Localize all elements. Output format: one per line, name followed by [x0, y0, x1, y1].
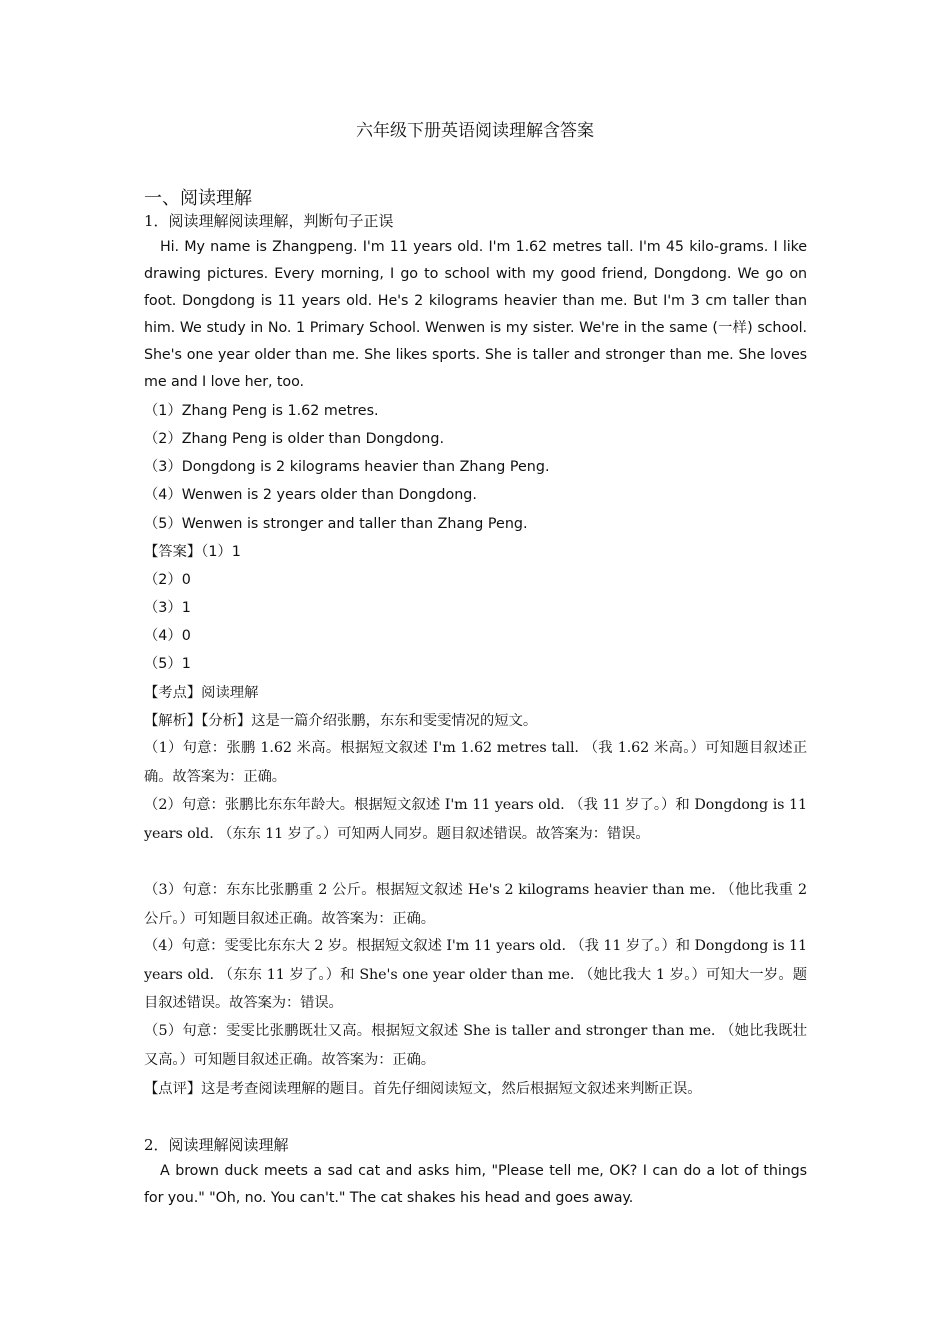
explanation-4: （4）句意：雯雯比东东大 2 岁。根据短文叙述 I'm 11 years old. （我 11 岁了。）和 Dongdong is 11 years old. （东东 11 岁了。）和 She's one year older than me. （她比我大 1 岁。）可知大一岁。题目叙述错误。故答案为：错误。: [144, 938, 807, 1011]
jiexi-line: 【解析】【分析】这是一篇介绍张鹏，东东和雯雯情况的短文。: [144, 713, 538, 729]
statement-4: （4）Wenwen is 2 years older than Dongdong.: [144, 487, 477, 503]
kaodian-line: 【考点】阅读理解: [144, 685, 259, 701]
question-2-heading: 2．阅读理解阅读理解: [144, 1136, 289, 1154]
answer-5: （5）1: [144, 656, 191, 672]
explanation-5: （5）句意：雯雯比张鹏既壮又高。根据短文叙述 She is taller and stronger than me. （她比我既壮又高。）可知题目叙述正确。故答案为：正确。: [144, 1023, 807, 1068]
answer-1: （1）1: [201, 544, 241, 560]
answer-3: （3）1: [144, 600, 191, 616]
question-1-passage: Hi. My name is Zhangpeng. I'm 11 years old. I'm 1.62 metres tall. I'm 45 kilo-grams. I like drawing pictures. Every morning, I go to school with my good friend, Dongdong. We go on foot. Dongdong is 11 years old. He's 2 kilograms heavier than me. But I'm 3 cm taller than him. We study in No. 1 Primary School. Wenwen is my sister. We're in the same (一样) school. She's one year older than me. She likes sports. She is taller and stronger than me. She loves me and I love her, too.: [144, 239, 807, 390]
explanation-2: （2）句意：张鹏比东东年龄大。根据短文叙述 I'm 11 years old. （我 11 岁了。）和 Dongdong is 11 years old. （东东 11 岁了。）可知两人同岁。题目叙述错误。故答案为：错误。: [144, 797, 807, 842]
section-heading: 一、阅读理解: [144, 188, 252, 209]
answer-label: 【答案】: [144, 544, 202, 560]
statement-2: （2）Zhang Peng is older than Dongdong.: [144, 431, 444, 447]
answer-line: [144, 541, 807, 561]
answer-4: （4）0: [144, 628, 191, 644]
question-2-passage: A brown duck meets a sad cat and asks him, "Please tell me, OK? I can do a lot of things for you." "Oh, no. You can't." The cat shakes his head and goes away.: [144, 1163, 807, 1206]
explanation-3: （3）句意：东东比张鹏重 2 公斤。根据短文叙述 He's 2 kilograms heavier than me. （他比我重 2 公斤。）可知题目叙述正确。故答案为：正确。: [144, 882, 807, 927]
statement-1: （1）Zhang Peng is 1.62 metres.: [144, 403, 379, 419]
document-title: 六年级下册英语阅读理解含答案: [356, 121, 594, 141]
explanation-1: （1）句意：张鹏 1.62 米高。根据短文叙述 I'm 1.62 metres tall. （我 1.62 米高。）可知题目叙述正确。故答案为：正确。: [144, 740, 807, 785]
answer-2: （2）0: [144, 572, 191, 588]
dianping-line: 【点评】这是考查阅读理解的题目。首先仔细阅读短文，然后根据短文叙述来判断正误。: [144, 1081, 702, 1097]
statement-5: （5）Wenwen is stronger and taller than Zhang Peng.: [144, 516, 528, 532]
statement-3: （3）Dongdong is 2 kilograms heavier than Zhang Peng.: [144, 459, 550, 475]
question-1-heading: 1．阅读理解阅读理解，判断句子正误: [144, 212, 394, 230]
